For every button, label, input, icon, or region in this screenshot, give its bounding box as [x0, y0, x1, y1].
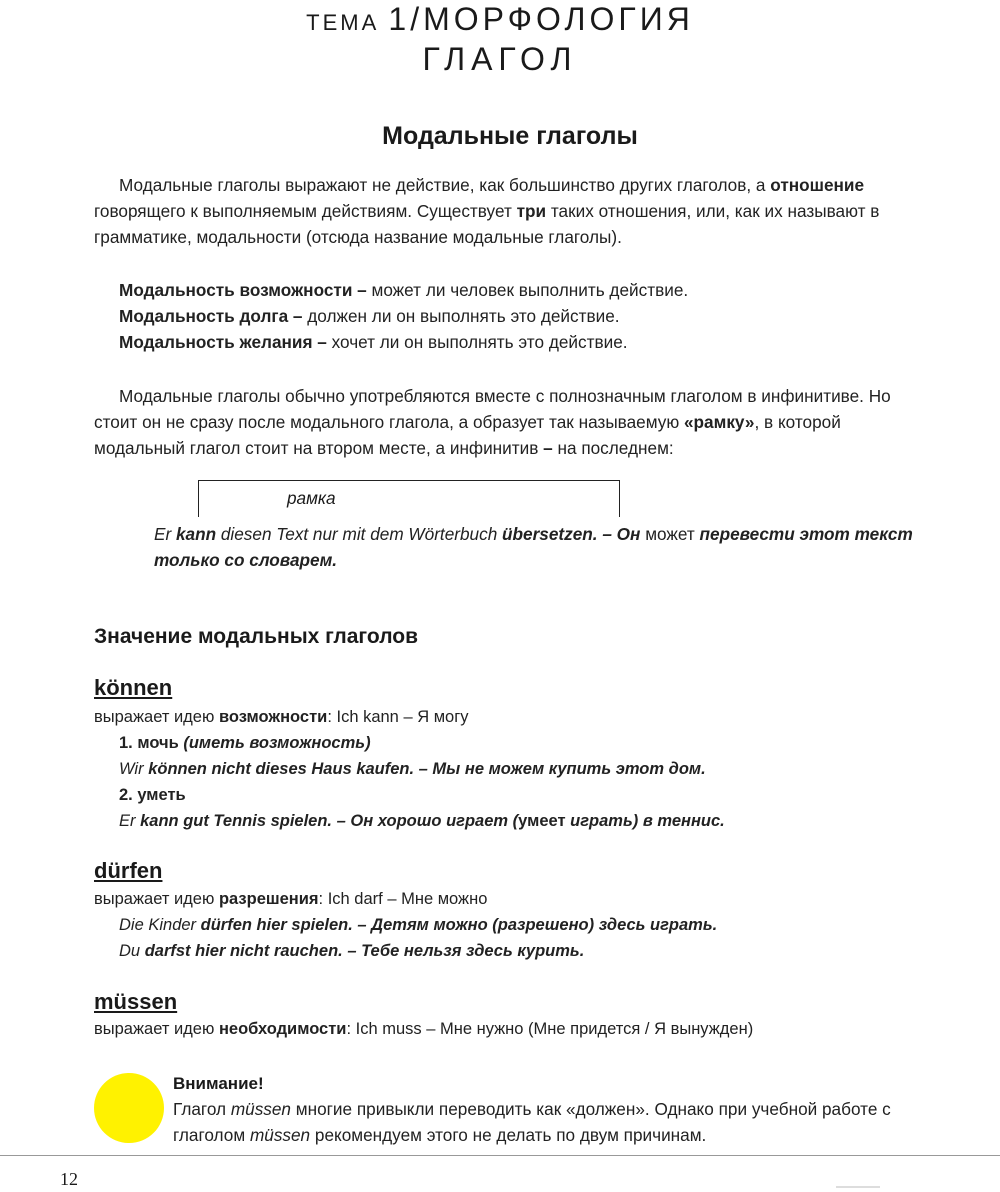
intro-paragraph — [94, 172, 926, 250]
example-normal: может — [645, 524, 695, 544]
note-title: Внимание! — [173, 1074, 264, 1093]
modality-list — [119, 277, 688, 355]
desc-text: : Ich muss – Мне нужно (Мне придется / Я вынужден) — [346, 1020, 754, 1038]
usage-bold-1: «рамку» — [684, 412, 755, 432]
example-line — [119, 912, 717, 938]
verb-heading-konnen: können — [94, 675, 173, 700]
intro-text-1: Модальные глаголы выражают не действие, как большинство других глаголов, а — [119, 175, 771, 195]
modality-text: хочет ли он выполнять это действие. — [331, 332, 628, 352]
modality-term: Модальность желания — [119, 332, 313, 352]
modality-item — [119, 277, 688, 303]
attention-marker — [94, 1073, 164, 1143]
example-line — [119, 938, 584, 964]
example-bold: können — [148, 760, 207, 778]
example-text: diesen Text nur mit dem Wörterbuch — [216, 524, 503, 544]
usage-text-3: на последнем: — [552, 438, 674, 458]
modality-item — [119, 303, 688, 329]
note-text-part: рекомендуем этого не делать по двум причинам. — [310, 1125, 707, 1145]
modality-term: Модальность возможности — [119, 280, 353, 300]
modality-term: Модальность долга — [119, 306, 289, 326]
intro-bold-1: отношение — [770, 175, 865, 195]
example-text: . – Он — [592, 524, 646, 544]
example-bold: übersetzen — [502, 524, 593, 544]
verb-heading-durfen: dürfen — [94, 858, 163, 883]
meaning-item — [119, 782, 186, 808]
usage-text-1: Модальные глаголы обычно употребляются вместе с полнозначным глаголом в инфинитиве. Но стоит он не сразу после модального глагола, а образует так называемую — [94, 386, 891, 432]
note-italic: müssen — [249, 1125, 311, 1145]
modality-dash: – — [312, 332, 332, 352]
example-bold: kann — [140, 812, 179, 830]
desc-bold: возможности — [218, 708, 328, 726]
chapter-prefix: ТЕМА — [306, 10, 389, 35]
example-line — [119, 808, 725, 834]
section-title: Модальные глаголы — [382, 122, 638, 150]
verb-description — [94, 887, 487, 911]
example-text: nicht dieses Haus kaufen. – Мы не — [206, 760, 489, 778]
meaning-label: 2. уметь — [119, 786, 186, 804]
footer-rule — [0, 1155, 1000, 1156]
example-text: Wir — [119, 760, 149, 778]
note-text-part: многие привыкли переводить как «должен». Однако при учебной работе с глаголом — [173, 1099, 891, 1145]
desc-text: выражает идею — [94, 1020, 219, 1038]
example-bold: нельзя — [403, 942, 462, 960]
example-text: Du — [119, 942, 145, 960]
example-text: hier nicht rauchen. – Тебе — [190, 942, 404, 960]
desc-text: выражает идею — [94, 890, 219, 908]
desc-bold: разрешения — [218, 890, 319, 908]
chapter-title: 1/МОРФОЛОГИЯ — [388, 1, 694, 37]
example-line — [119, 756, 706, 782]
desc-text: : Ich kann – Я могу — [327, 708, 469, 726]
example-text: gut Tennis spielen. – Он хорошо играет ( — [178, 812, 519, 830]
meaning-item — [119, 730, 371, 756]
desc-text: : Ich darf – Мне можно — [318, 890, 488, 908]
chapter-subtitle: ГЛАГОЛ — [422, 41, 578, 77]
example-text: здесь курить. — [461, 942, 585, 960]
example-text: Er — [119, 812, 141, 830]
modality-item — [119, 329, 688, 355]
verb-description — [94, 705, 469, 729]
frame-bracket — [198, 480, 620, 517]
meanings-heading: Значение модальных глаголов — [94, 625, 418, 648]
modality-text: должен ли он выполнять это действие. — [307, 306, 620, 326]
example-text: (разрешено) здесь играть. — [487, 916, 718, 934]
example-bold: darfst — [144, 942, 191, 960]
page-number: 12 — [60, 1169, 78, 1189]
usage-bold-2: – — [543, 438, 553, 458]
example-text: купить этот дом. — [544, 760, 706, 778]
note-italic: müssen — [230, 1099, 291, 1119]
usage-paragraph — [94, 383, 926, 461]
modality-dash: – — [288, 306, 308, 326]
frame-example — [154, 521, 934, 573]
meaning-label: 1. мочь — [119, 734, 179, 752]
frame-label: рамка — [287, 488, 336, 508]
verb-description — [94, 1017, 753, 1041]
example-bold: можем — [488, 760, 545, 778]
usage-text-2: , в которой модальный глагол стоит на втором месте, а инфинитив — [94, 412, 841, 458]
intro-text-2: говорящего к выполняемым действиям. Существует — [94, 201, 517, 221]
example-text: Er — [154, 524, 176, 544]
example-text: Die Kinder — [119, 916, 201, 934]
footer-mark — [836, 1186, 880, 1188]
example-text: hier spielen. – Детям — [251, 916, 434, 934]
example-bold: умеет — [518, 812, 566, 830]
desc-text: выражает идею — [94, 708, 219, 726]
example-text: играть) в теннис. — [565, 812, 725, 830]
intro-text-3: таких отношения, или, как их называют в грамматике, модальности (отсюда название модальные глаголы). — [94, 201, 880, 247]
verb-heading-mussen: müssen — [94, 989, 178, 1014]
chapter-heading — [0, 0, 1000, 42]
intro-bold-2: три — [516, 201, 547, 221]
modality-dash: – — [352, 280, 372, 300]
example-bold: kann — [175, 524, 217, 544]
note-text — [173, 1096, 933, 1148]
example-bold: можно — [433, 916, 488, 934]
example-bold: dürfen — [200, 916, 252, 934]
note-text-part: Глагол — [173, 1099, 231, 1119]
desc-bold: необходимости — [218, 1020, 347, 1038]
example-text: перевести этот текст только со словарем. — [154, 524, 913, 570]
meaning-note: (иметь возможность) — [178, 734, 371, 752]
modality-text: может ли человек выполнить действие. — [371, 280, 689, 300]
